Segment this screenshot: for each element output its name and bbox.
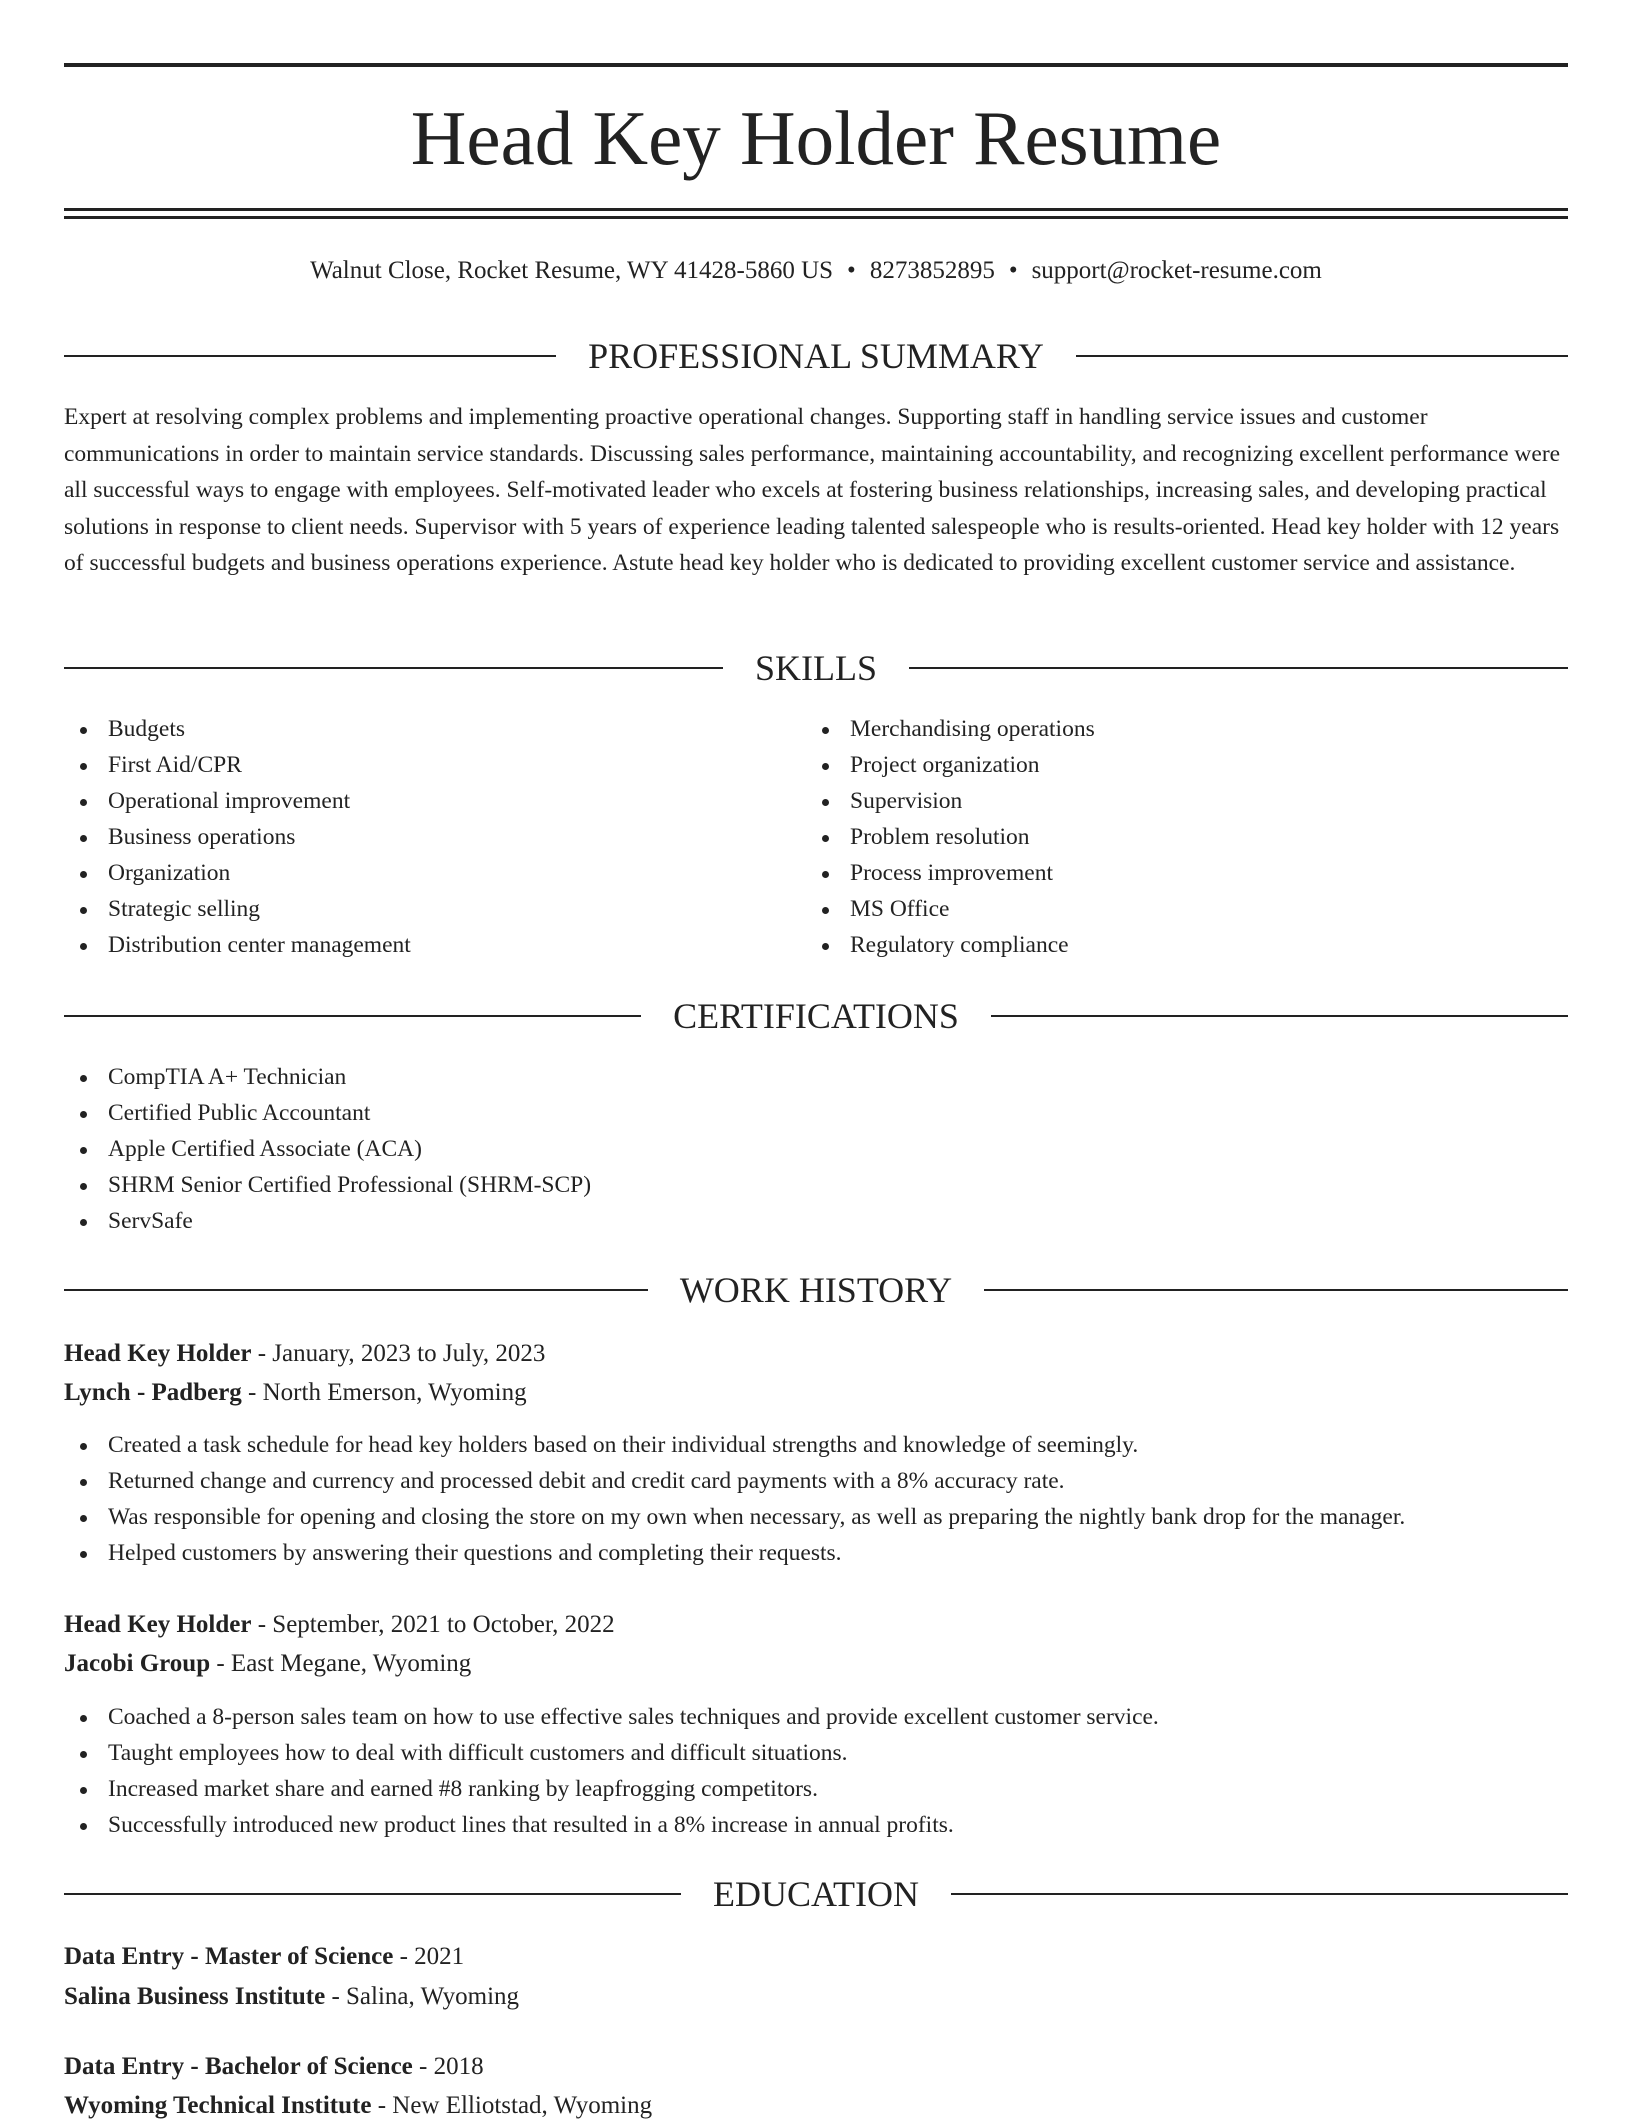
job-bullet: Was responsible for opening and closing the store on my own when necessary, as well as preparing the nightly bank drop for the manager. bbox=[64, 1499, 1568, 1535]
job-bullet: Taught employees how to deal with difficult customers and difficult situations. bbox=[64, 1735, 1568, 1771]
job-company: Jacobi Group bbox=[64, 1650, 211, 1677]
heading-rule-right bbox=[951, 1893, 1568, 1895]
education-school-line bbox=[64, 1979, 1568, 2015]
skill-item: Organization bbox=[64, 855, 764, 891]
education-location: - New Elliotstad, Wyoming bbox=[377, 2092, 653, 2119]
skill-item: Supervision bbox=[806, 783, 1506, 819]
heading-rule-right bbox=[909, 667, 1568, 669]
summary-heading bbox=[64, 334, 1568, 378]
job-location: - North Emerson, Wyoming bbox=[248, 1379, 527, 1406]
education-location: - Salina, Wyoming bbox=[331, 1983, 520, 2010]
job-bullet: Coached a 8-person sales team on how to use effective sales techniques and provide excellent customer service. bbox=[64, 1699, 1568, 1735]
skills-heading bbox=[64, 646, 1568, 690]
summary-heading-label: PROFESSIONAL SUMMARY bbox=[588, 336, 1044, 376]
education-degree: Data Entry - Bachelor of Science bbox=[64, 2053, 413, 2080]
heading-rule-right bbox=[991, 1015, 1568, 1017]
skill-item: Operational improvement bbox=[64, 783, 764, 819]
skills-heading-label: SKILLS bbox=[755, 648, 878, 688]
certification-item: Certified Public Accountant bbox=[64, 1095, 1568, 1131]
certification-item: ServSafe bbox=[64, 1203, 1568, 1239]
summary-text: Expert at resolving complex problems and implementing proactive operational changes. Supporting staff in handling service issues and customer communications in order to maintain service standards. Discussing sales performance, maintaining accountability, and recognizing excellent performance were all successful ways to engage with employees. Self-motivated leader who excels at fostering business relationships, increasing sales, and developing practical solutions in response to client needs. Supervisor with 5 years of experience leading talented salespeople who is results-oriented. Head key holder with 12 years of successful budgets and business operations experience. Astute head key holder who is dedicated to providing excellent customer service and assistance. bbox=[64, 404, 1561, 576]
skill-item: Problem resolution bbox=[806, 819, 1506, 855]
contact-phone: 8273852895 bbox=[869, 257, 995, 284]
job-bullet: Returned change and currency and processed debit and credit card payments with a 8% accuracy rate. bbox=[64, 1463, 1568, 1499]
job-bullet: Successfully introduced new product lines that resulted in a 8% increase in annual profits. bbox=[64, 1807, 1568, 1843]
heading-rule-left bbox=[64, 1015, 641, 1017]
job-bullets bbox=[64, 1427, 1568, 1571]
heading-rule-left bbox=[64, 355, 556, 357]
resume-title: Head Key Holder Resume bbox=[410, 95, 1222, 181]
education-heading-label: EDUCATION bbox=[713, 1874, 919, 1914]
job-bullet: Increased market share and earned #8 ranking by leapfrogging competitors. bbox=[64, 1771, 1568, 1807]
skill-item: First Aid/CPR bbox=[64, 747, 764, 783]
job-bullet: Created a task schedule for head key holders based on their individual strengths and knowledge of seemingly. bbox=[64, 1427, 1568, 1463]
certifications-list bbox=[64, 1059, 1568, 1239]
contact-line bbox=[64, 253, 1568, 289]
education-school-line bbox=[64, 2088, 1568, 2124]
job-title-line bbox=[64, 1607, 1568, 1643]
work-history-heading bbox=[64, 1268, 1568, 1312]
job-title-line bbox=[64, 1336, 1568, 1372]
education-year: - 2018 bbox=[419, 2053, 484, 2080]
skill-item: Business operations bbox=[64, 819, 764, 855]
education-year: - 2021 bbox=[399, 1943, 465, 1970]
contact-email: support@rocket-resume.com bbox=[1031, 257, 1322, 284]
certification-item: CompTIA A+ Technician bbox=[64, 1059, 1568, 1095]
skill-item: MS Office bbox=[806, 891, 1506, 927]
skill-item: Merchandising operations bbox=[806, 711, 1506, 747]
top-rule bbox=[64, 63, 1568, 67]
heading-rule-left bbox=[64, 1893, 681, 1895]
job-company-line bbox=[64, 1646, 1568, 1682]
education-degree-line bbox=[64, 1939, 1568, 1975]
job-location: - East Megane, Wyoming bbox=[216, 1650, 472, 1677]
title-rule-upper bbox=[64, 208, 1568, 211]
heading-rule-right bbox=[1076, 355, 1568, 357]
job-title: Head Key Holder bbox=[64, 1340, 252, 1367]
contact-address: Walnut Close, Rocket Resume, WY 41428-5860 US bbox=[310, 257, 834, 284]
job-dates: - September, 2021 to October, 2022 bbox=[257, 1611, 615, 1638]
work-history-heading-label: WORK HISTORY bbox=[679, 1270, 953, 1310]
skill-item: Strategic selling bbox=[64, 891, 764, 927]
certification-item: SHRM Senior Certified Professional (SHRM-SCP) bbox=[64, 1167, 1568, 1203]
job-bullets bbox=[64, 1699, 1568, 1843]
job-bullet: Helped customers by answering their questions and completing their requests. bbox=[64, 1535, 1568, 1571]
heading-rule-left bbox=[64, 667, 723, 669]
skill-item: Process improvement bbox=[806, 855, 1506, 891]
job-dates: - January, 2023 to July, 2023 bbox=[257, 1340, 546, 1367]
certifications-heading bbox=[64, 994, 1568, 1038]
certifications-heading-label: CERTIFICATIONS bbox=[673, 996, 959, 1036]
contact-separator: • bbox=[1008, 257, 1018, 284]
education-degree: Data Entry - Master of Science bbox=[64, 1943, 394, 1970]
job-company-line bbox=[64, 1375, 1568, 1411]
education-school: Wyoming Technical Institute bbox=[64, 2092, 372, 2119]
job-title: Head Key Holder bbox=[64, 1611, 252, 1638]
education-heading bbox=[64, 1872, 1568, 1916]
skills-list-left bbox=[64, 711, 764, 963]
title-rule-lower bbox=[64, 216, 1568, 219]
skill-item: Regulatory compliance bbox=[806, 927, 1506, 963]
skill-item: Budgets bbox=[64, 711, 764, 747]
skill-item: Distribution center management bbox=[64, 927, 764, 963]
education-school: Salina Business Institute bbox=[64, 1983, 326, 2010]
skills-list-right bbox=[806, 711, 1506, 963]
job-company: Lynch - Padberg bbox=[64, 1379, 242, 1406]
contact-separator: • bbox=[847, 257, 856, 284]
heading-rule-left bbox=[64, 1289, 648, 1291]
skill-item: Project organization bbox=[806, 747, 1506, 783]
certification-item: Apple Certified Associate (ACA) bbox=[64, 1131, 1568, 1167]
education-degree-line bbox=[64, 2049, 1568, 2085]
heading-rule-right bbox=[984, 1289, 1568, 1291]
